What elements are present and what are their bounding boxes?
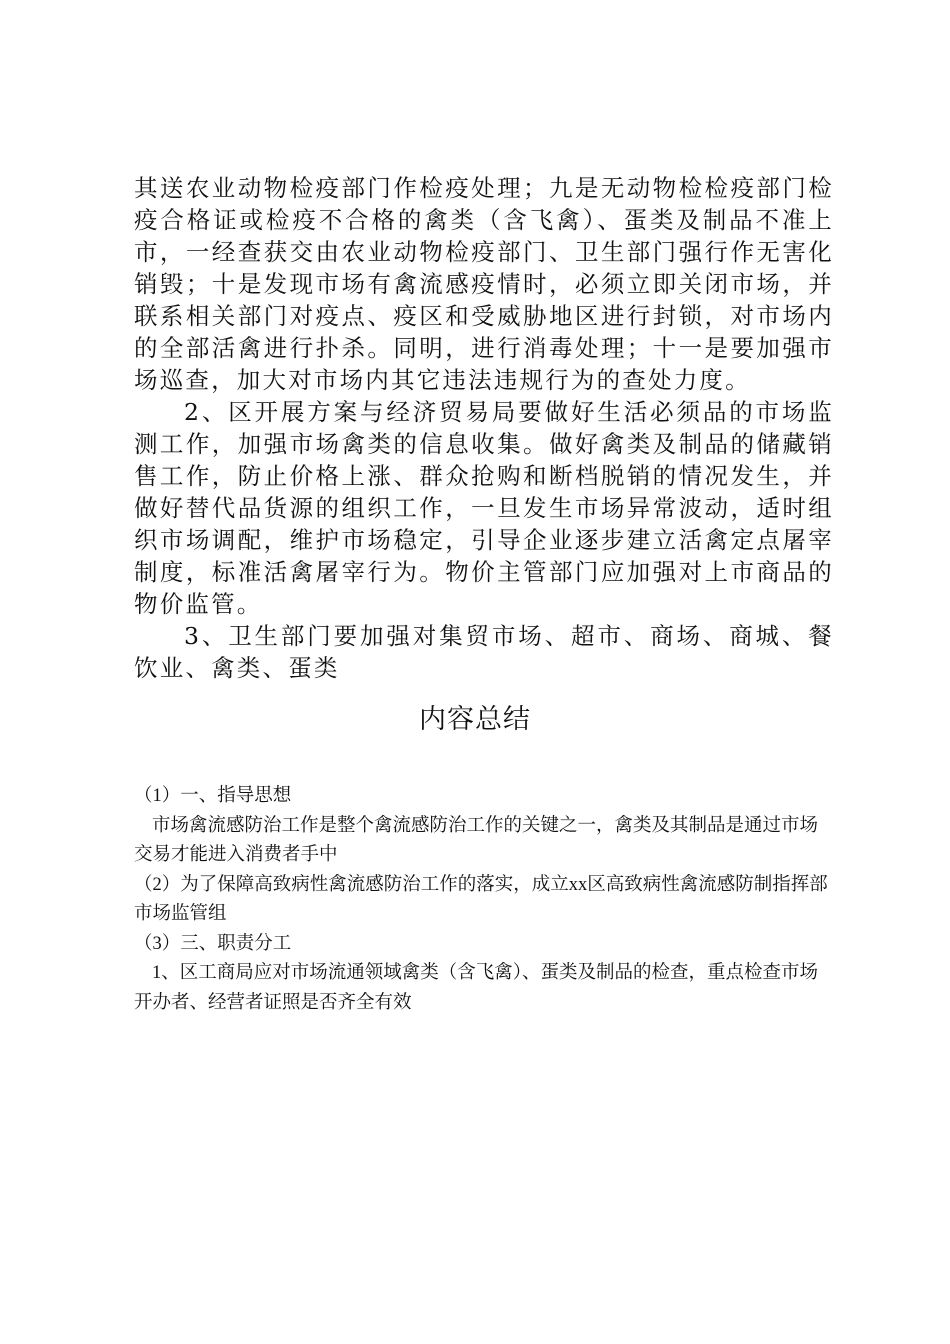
summary-section <box>134 782 834 1018</box>
body-paragraph-1: 其送农业动物检疫部门作检疫处理；九是无动物检检疫部门检疫合格证或检疫不合格的禽类（含飞禽）、蛋类及制品不准上市，一经查获交由农业动物检疫部门、卫生部门强行作无害化销毁；十是发现市场有禽流感疫情时，必须立即关闭市场，并联系相关部门对疫点、疫区和受威胁地区进行封锁，对市场内的全部活禽进行扑杀。同明，进行消毒处理；十一是要加强市场巡查，加大对市场内其它违法违规行为的查处力度。 <box>134 174 834 394</box>
summary-title: 内容总结 <box>419 704 531 735</box>
body-paragraph-2: 2、区开展方案与经济贸易局要做好生活必须品的市场监测工作，加强市场禽类的信息收集。做好禽类及制品的储藏销售工作，防止价格上涨、群众抢购和断档脱销的情况发生，并做好替代品货源的组织工作，一旦发生市场异常波动，适时组织市场调配，维护市场稳定，引导企业逐步建立活禽定点屠宰制度，标准活禽屠宰行为。物价主管部门应加强对上市商品的物价监管。 <box>134 398 834 618</box>
body-paragraph-3: 3、卫生部门要加强对集贸市场、超市、商场、商城、餐饮业、禽类、蛋类 <box>134 622 834 682</box>
summary-item-1: （1）一、指导思想 <box>134 786 292 806</box>
body-text <box>134 172 834 684</box>
summary-item-2: 市场禽流感防治工作是整个禽流感防治工作的关键之一，禽类及其制品是通过市场交易才能进入消费者手中 <box>134 815 819 865</box>
summary-item-5: 1、区工商局应对市场流通领域禽类（含飞禽）、蛋类及制品的检查，重点检查市场开办者、经营者证照是否齐全有效 <box>134 963 819 1013</box>
summary-item-3: （2）为了保障高致病性禽流感防治工作的落实，成立xx区高致病性禽流感防制指挥部市场监管组 <box>134 874 828 924</box>
summary-item-4: （3）三、职责分工 <box>134 933 292 954</box>
